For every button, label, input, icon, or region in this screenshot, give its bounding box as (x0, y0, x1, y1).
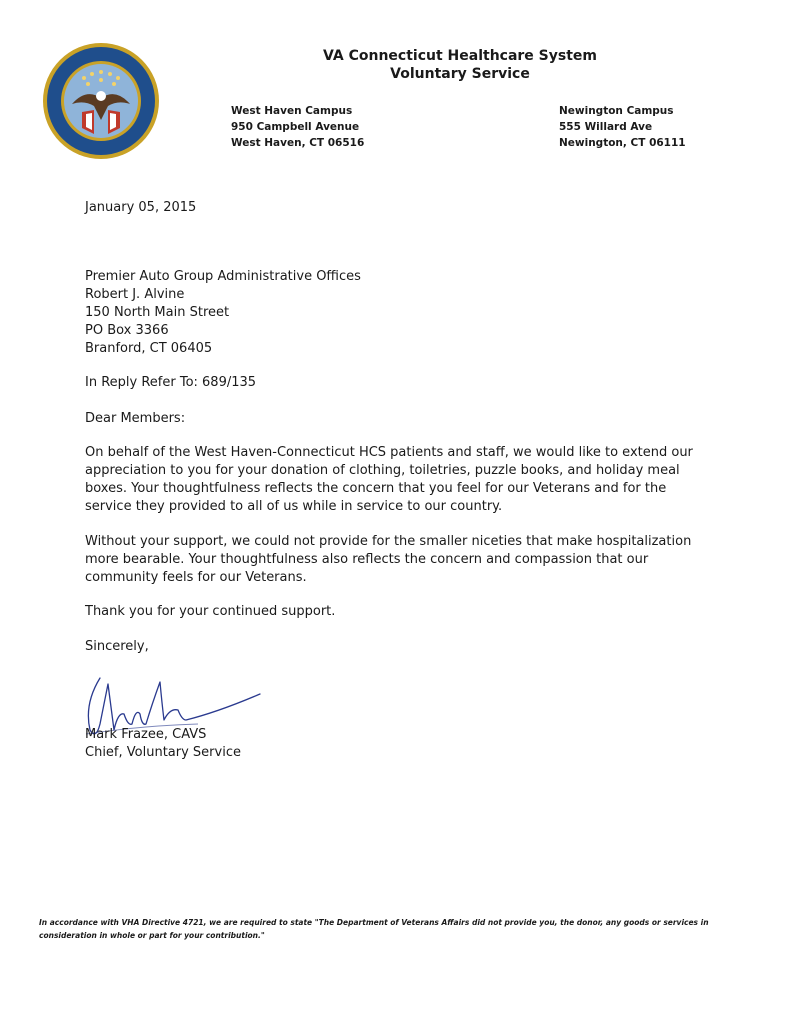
campus-street: 555 Willard Ave (559, 121, 653, 133)
west-haven-campus-address (231, 103, 364, 151)
salutation: Dear Members: (85, 411, 186, 426)
campus-name: Newington Campus (559, 105, 674, 117)
thanks-line: Thank you for your continued support. (85, 604, 336, 619)
footer-disclaimer: In accordance with VHA Directive 4721, we are required to state "The Department of Veterans Affairs did not provide you, the donor, any goods or services in consideration in whole or part for your contribution." (39, 918, 709, 940)
body-paragraph-2: Without your support, we could not provide for the smaller niceties that make hospitalization more bearable. Your thoughtfulness also reflects the concern and compassion that our community feels for our Veterans. (85, 534, 692, 585)
body-paragraph-1: On behalf of the West Haven-Connecticut HCS patients and staff, we would like to extend our appreciation to you for your donation of clothing, toiletries, puzzle books, and holiday meal boxes. Your thoughtfulness reflects the concern that you feel for our Veterans and for the service they provided to all of us while in service to our country. (85, 445, 693, 514)
va-seal-logo (42, 42, 160, 160)
campus-name: West Haven Campus (231, 105, 353, 117)
campus-street: 950 Campbell Avenue (231, 121, 360, 133)
newington-campus-address (559, 103, 686, 151)
letter-date: January 05, 2015 (85, 200, 197, 215)
campus-city: West Haven, CT 06516 (231, 137, 365, 149)
signer-title: Chief, Voluntary Service (85, 745, 241, 760)
reply-reference: In Reply Refer To: 689/135 (85, 375, 257, 390)
recipient-line: Branford, CT 06405 (85, 341, 213, 356)
recipient-line: PO Box 3366 (85, 323, 169, 338)
recipient-line: Premier Auto Group Administrative Offices (85, 269, 361, 284)
org-subtitle: Voluntary Service (390, 66, 530, 82)
signature-block (85, 726, 241, 762)
org-name: VA Connecticut Healthcare System (323, 48, 597, 64)
closing: Sincerely, (85, 639, 149, 654)
recipient-address (85, 268, 361, 358)
recipient-line: Robert J. Alvine (85, 287, 185, 302)
campus-city: Newington, CT 06111 (559, 137, 686, 149)
recipient-line: 150 North Main Street (85, 305, 230, 320)
signer-name: Mark Frazee, CAVS (85, 727, 207, 742)
